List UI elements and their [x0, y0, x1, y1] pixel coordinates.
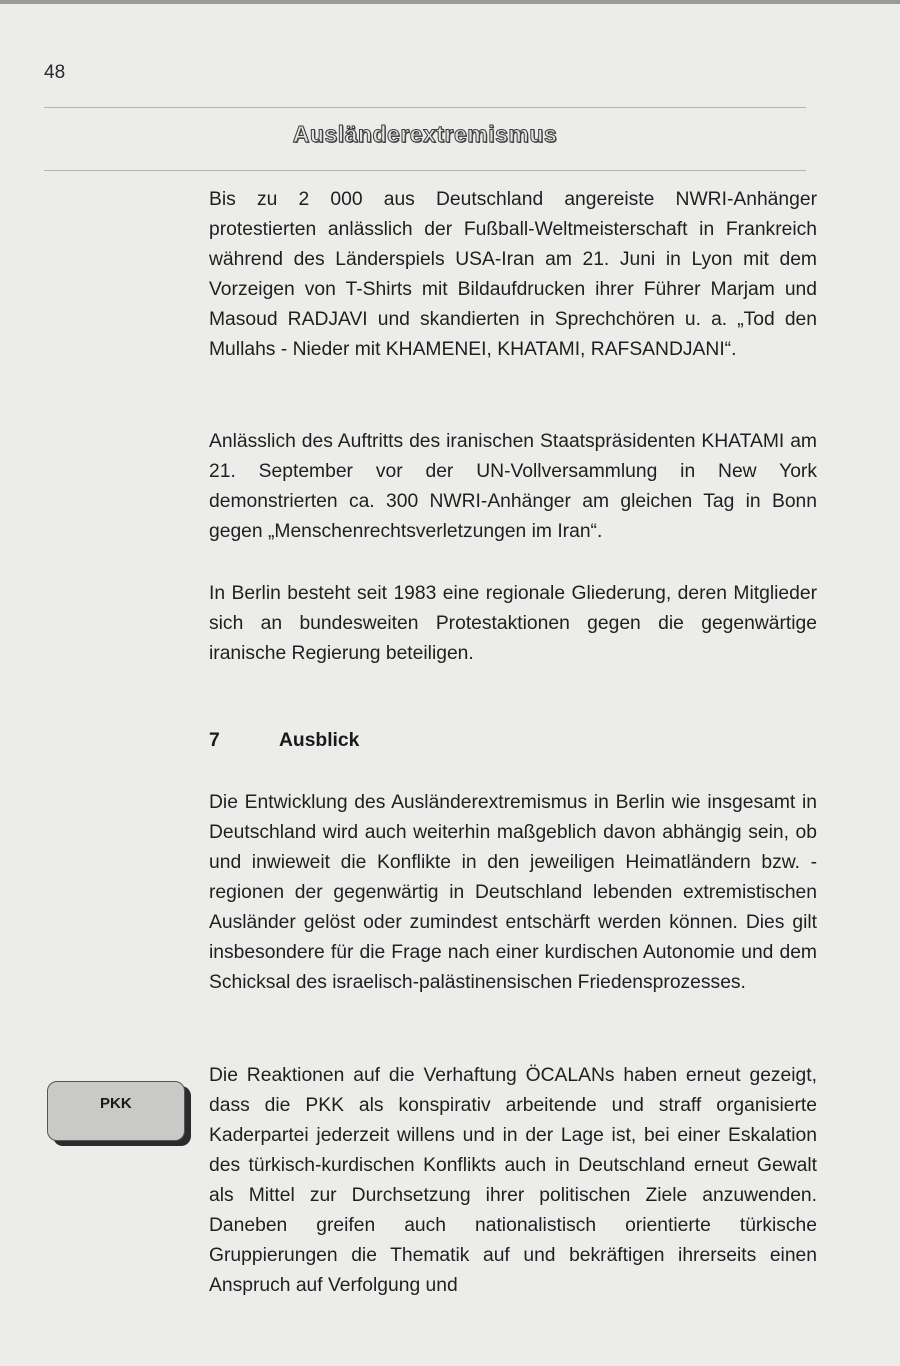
paragraph-nwri-lyon: Bis zu 2 000 aus Deutschland angereiste NWRI-Anhänger protestierten anlässlich der Fußball-Weltmeisterschaft in Frankreich während des Länderspiels USA-Iran am 21. Juni in Lyon mit dem Vorzeigen von T-Shirts mit Bildaufdrucken ihrer Führer Marjam und Masoud RADJAVI und skandierten in Sprechchören u. a. „Tod den Mullahs - Nieder mit KHAMENEI, KHATAMI, RAFSANDJANI“. — [209, 189, 817, 360]
page-top-edge — [0, 0, 900, 4]
paragraph-berlin-branch: In Berlin besteht seit 1983 eine regionale Gliederung, deren Mitglieder sich an bundesweiten Protestaktionen gegen die gegenwärtige iranische Regierung beteiligen. — [209, 583, 817, 664]
section-number: 7 — [209, 730, 220, 751]
running-title: Ausländerextremismus — [292, 121, 558, 147]
margin-note-tab — [47, 1081, 185, 1141]
paragraph-pkk: Die Reaktionen auf die Verhaftung ÖCALANs haben erneut gezeigt, dass die PKK als konspirativ arbeitende und straff organisierte Kaderpartei jederzeit willens und in der Lage ist, bei einer Eskalation des türkisch-kurdischen Konflikts auch in Deutschland erneut Gewalt als Mittel zur Durchsetzung ihrer politischen Ziele anzuwenden. Daneben greifen auch nationalistisch orientierte türkische Gruppierungen die Thematik auf und bekräftigen ihrerseits einen Anspruch auf Verfolgung und — [209, 1065, 817, 1296]
section-heading — [209, 730, 359, 752]
page-number: 48 — [44, 62, 66, 83]
header-rule-top — [44, 107, 806, 108]
section-title: Ausblick — [279, 730, 360, 751]
header-rule-bottom — [44, 170, 806, 171]
margin-note-label: PKK — [100, 1095, 132, 1112]
paragraph-outlook: Die Entwicklung des Ausländerextremismus in Berlin wie insgesamt in Deutschland wird auch weiterhin maßgeblich davon abhängig sein, ob und inwieweit die Konflikte in den jeweiligen Heimatländern bzw. -regionen der gegenwärtig in Deutschland lebenden extremistischen Ausländer gelöst oder zumindest entschärft werden können. Dies gilt insbesondere für die Frage nach einer kurdischen Autonomie und dem Schicksal des israelisch-palästinensischen Friedensprozesses. — [209, 792, 817, 993]
paragraph-khatami-un: Anlässlich des Auftritts des iranischen Staatspräsidenten KHATAMI am 21. September vor der UN-Vollversammlung in New York demonstrierten ca. 300 NWRI-Anhänger am gleichen Tag in Bonn gegen „Menschenrechtsverletzungen im Iran“. — [209, 431, 817, 542]
